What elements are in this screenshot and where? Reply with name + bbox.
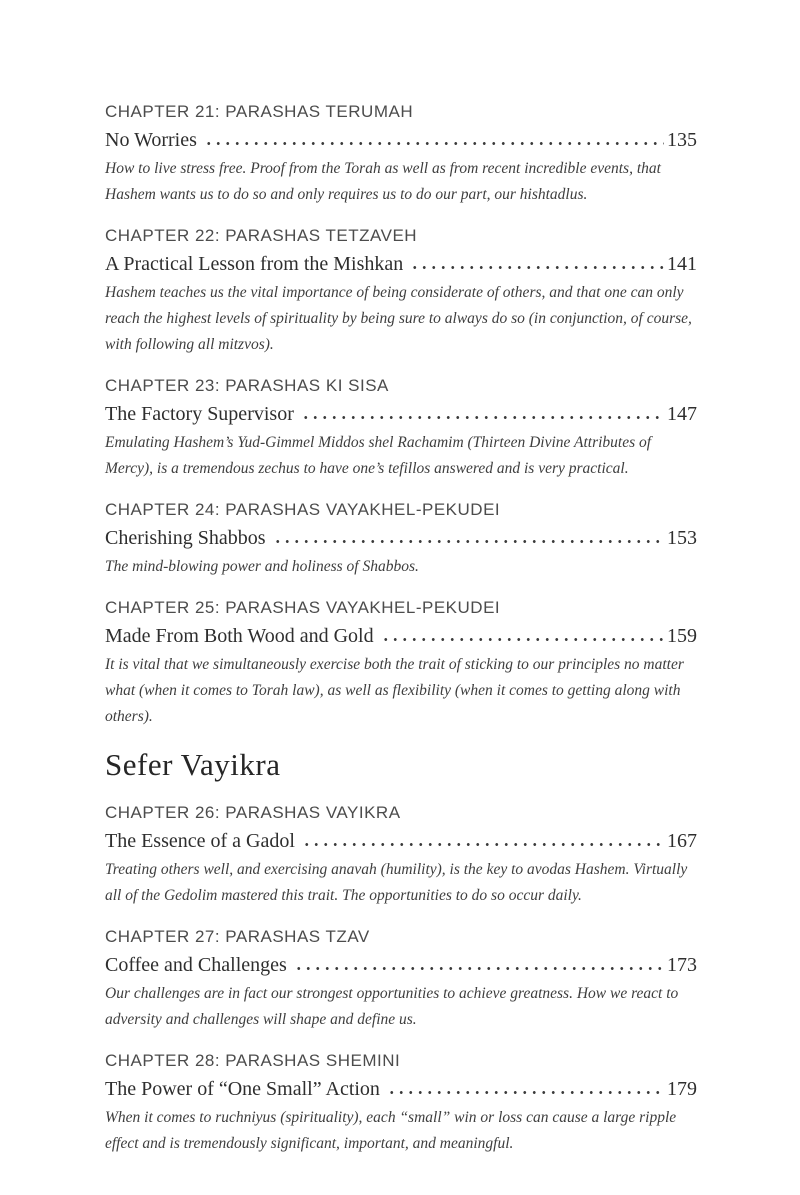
toc-title-row	[105, 125, 697, 155]
toc-title-row	[105, 1074, 697, 1104]
dot-leader	[410, 265, 664, 270]
dot-leader	[204, 141, 664, 146]
chapter-description: Our challenges are in fact our strongest opportunities to achieve greatness. How we react to adversity and challenges will shape and define us.	[105, 985, 679, 1028]
toc-title-row	[105, 950, 697, 980]
toc-title: Coffee and Challenges	[105, 954, 287, 976]
page-number: 135	[667, 129, 697, 151]
dot-leader	[381, 637, 664, 642]
toc-title: Made From Both Wood and Gold	[105, 625, 374, 647]
toc-entry-chapter-28	[105, 1047, 697, 1157]
dot-leader	[301, 415, 664, 420]
toc-entry-chapter-23	[105, 372, 697, 482]
chapter-description: It is vital that we simultaneously exercise both the trait of sticking to our principles no matter what (when it comes to Torah law), as well as flexibility (when it comes to getting along with others).	[105, 656, 684, 725]
page-number: 141	[667, 253, 697, 275]
chapter-description: When it comes to ruchniyus (spirituality), each “small” win or loss can cause a large ripple effect and is tremendously significant, important, and meaningful.	[105, 1109, 677, 1152]
part-header-sefer-vayikra: Sefer Vayikra	[105, 747, 281, 782]
toc-entry-chapter-25	[105, 594, 697, 730]
chapter-description: How to live stress free. Proof from the Torah as well as from recent incredible events, that Hashem wants us to do so and only requires us to do our part, our hishtadlus.	[105, 160, 661, 203]
toc-title-row	[105, 826, 697, 856]
toc-entry-chapter-24	[105, 496, 697, 580]
toc-entry-chapter-22	[105, 222, 697, 358]
toc-entry-chapter-21	[105, 98, 697, 208]
toc-entry-chapter-26	[105, 799, 697, 909]
chapter-heading: CHAPTER 21: PARASHAS TERUMAH	[105, 102, 414, 121]
chapter-heading: CHAPTER 25: PARASHAS VAYAKHEL-PEKUDEI	[105, 598, 501, 617]
page-number: 159	[667, 625, 697, 647]
dot-leader	[387, 1090, 664, 1095]
toc-title: Cherishing Shabbos	[105, 527, 266, 549]
toc-entry-chapter-27	[105, 923, 697, 1033]
toc-title-row	[105, 621, 697, 651]
dot-leader	[273, 539, 664, 544]
toc-title: The Power of “One Small” Action	[105, 1078, 380, 1100]
chapter-description: Emulating Hashem’s Yud-Gimmel Middos shel Rachamim (Thirteen Divine Attributes of Mercy), is a tremendous zechus to have one’s tefillos answered and is very practical.	[105, 434, 652, 477]
chapter-heading: CHAPTER 28: PARASHAS SHEMINI	[105, 1051, 401, 1070]
toc-title: The Essence of a Gadol	[105, 830, 295, 852]
page-number: 147	[667, 403, 697, 425]
page-number: 173	[667, 954, 697, 976]
chapter-description: Treating others well, and exercising anavah (humility), is the key to avodas Hashem. Virtually all of the Gedolim mastered this trait. The opportunities to do so occur daily.	[105, 861, 688, 904]
chapter-description: The mind-blowing power and holiness of Shabbos.	[105, 558, 419, 575]
page-number: 153	[667, 527, 697, 549]
dot-leader	[302, 842, 664, 847]
toc-title: A Practical Lesson from the Mishkan	[105, 253, 404, 275]
chapter-heading: CHAPTER 27: PARASHAS TZAV	[105, 927, 370, 946]
dot-leader	[294, 966, 664, 971]
chapter-heading: CHAPTER 26: PARASHAS VAYIKRA	[105, 803, 401, 822]
chapter-heading: CHAPTER 22: PARASHAS TETZAVEH	[105, 226, 418, 245]
toc-title-row	[105, 523, 697, 553]
chapter-heading: CHAPTER 24: PARASHAS VAYAKHEL-PEKUDEI	[105, 500, 501, 519]
toc-title: The Factory Supervisor	[105, 403, 294, 425]
page-number: 167	[667, 830, 697, 852]
chapter-heading: CHAPTER 23: PARASHAS KI SISA	[105, 376, 389, 395]
chapter-description: Hashem teaches us the vital importance of being considerate of others, and that one can only reach the highest levels of spirituality by being sure to always do so (in conjunction, of course, with following all mitzvos).	[105, 284, 692, 353]
page-number: 179	[667, 1078, 697, 1100]
toc-title-row	[105, 399, 697, 429]
toc-title-row	[105, 249, 697, 279]
toc-title: No Worries	[105, 129, 197, 151]
